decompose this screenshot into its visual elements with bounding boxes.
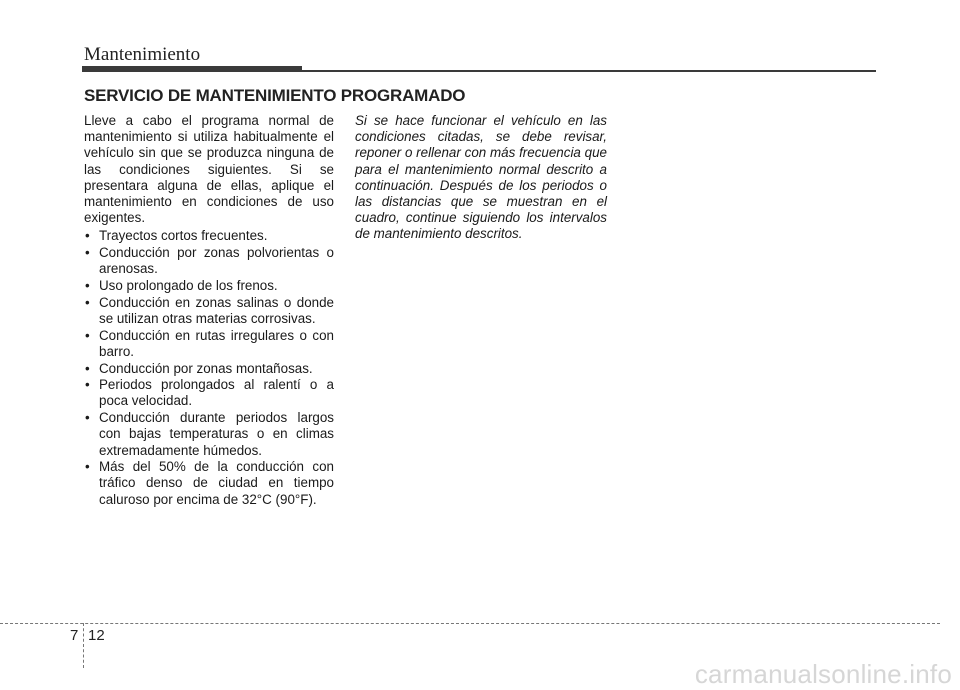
list-item xyxy=(84,228,334,244)
bullet-icon: • xyxy=(85,377,90,393)
note-paragraph: Si se hace funcionar el vehículo en las condiciones citadas, se debe revisar, reponer o rellenar con más frecuencia que para el mantenimiento normal descrito a continuación. Después de los periodos o las distancias que se muestran en el cuadro, continue siguiendo los intervalos de mantenimiento descritos. xyxy=(355,113,607,242)
list-item-text: Trayectos cortos frecuentes. xyxy=(99,228,268,244)
chapter-title: Mantenimiento xyxy=(84,44,201,65)
right-column xyxy=(355,113,607,243)
list-item xyxy=(84,245,334,277)
intro-paragraph: Lleve a cabo el programa normal de mantenimiento si utiliza habitualmente el vehículo sin que se produzca ninguna de las condiciones siguientes. Si se presentara alguna de ellas, aplique el mantenimiento en condiciones de uso exigentes. xyxy=(84,113,334,226)
list-item xyxy=(84,328,334,360)
bullet-icon: • xyxy=(85,327,90,343)
list-item xyxy=(84,410,334,459)
bullet-icon: • xyxy=(85,410,90,426)
list-item-text: Conducción durante periodos largos con bajas temperaturas o en climas extremadamente húmedos. xyxy=(99,410,334,458)
page-number: 12 xyxy=(88,627,105,644)
bullet-icon: • xyxy=(85,228,90,244)
section-title: SERVICIO DE MANTENIMIENTO PROGRAMADO xyxy=(84,86,466,105)
footer-vertical-divider xyxy=(83,623,84,668)
bullet-icon: • xyxy=(85,245,90,261)
watermark: carmanualsonline.info xyxy=(694,659,952,689)
list-item-text: Uso prolongado de los frenos. xyxy=(99,278,278,294)
page-chapter-number: 7 xyxy=(70,627,79,644)
list-item xyxy=(84,459,334,508)
conditions-list xyxy=(84,228,334,507)
header-rule-thin xyxy=(302,70,876,72)
list-item-text: Más del 50% de la conducción con tráfico denso de ciudad en tiempo caluroso por encima de 32°C (90°F). xyxy=(99,459,334,507)
left-column xyxy=(84,113,334,508)
footer-divider xyxy=(0,623,940,624)
list-item xyxy=(84,361,334,377)
list-item-text: Conducción en rutas irregulares o con barro. xyxy=(99,327,334,359)
bullet-icon: • xyxy=(85,459,90,475)
list-item xyxy=(84,377,334,409)
list-item-text: Conducción por zonas montañosas. xyxy=(99,360,313,376)
bullet-icon: • xyxy=(85,278,90,294)
list-item xyxy=(84,278,334,294)
list-item-text: Conducción por zonas polvorientas o arenosas. xyxy=(99,245,334,277)
bullet-icon: • xyxy=(85,294,90,310)
list-item-text: Periodos prolongados al ralentí o a poca velocidad. xyxy=(99,377,334,409)
bullet-icon: • xyxy=(85,360,90,376)
header-rule-thick xyxy=(82,66,302,72)
list-item xyxy=(84,295,334,327)
list-item-text: Conducción en zonas salinas o donde se utilizan otras materias corrosivas. xyxy=(99,294,334,326)
